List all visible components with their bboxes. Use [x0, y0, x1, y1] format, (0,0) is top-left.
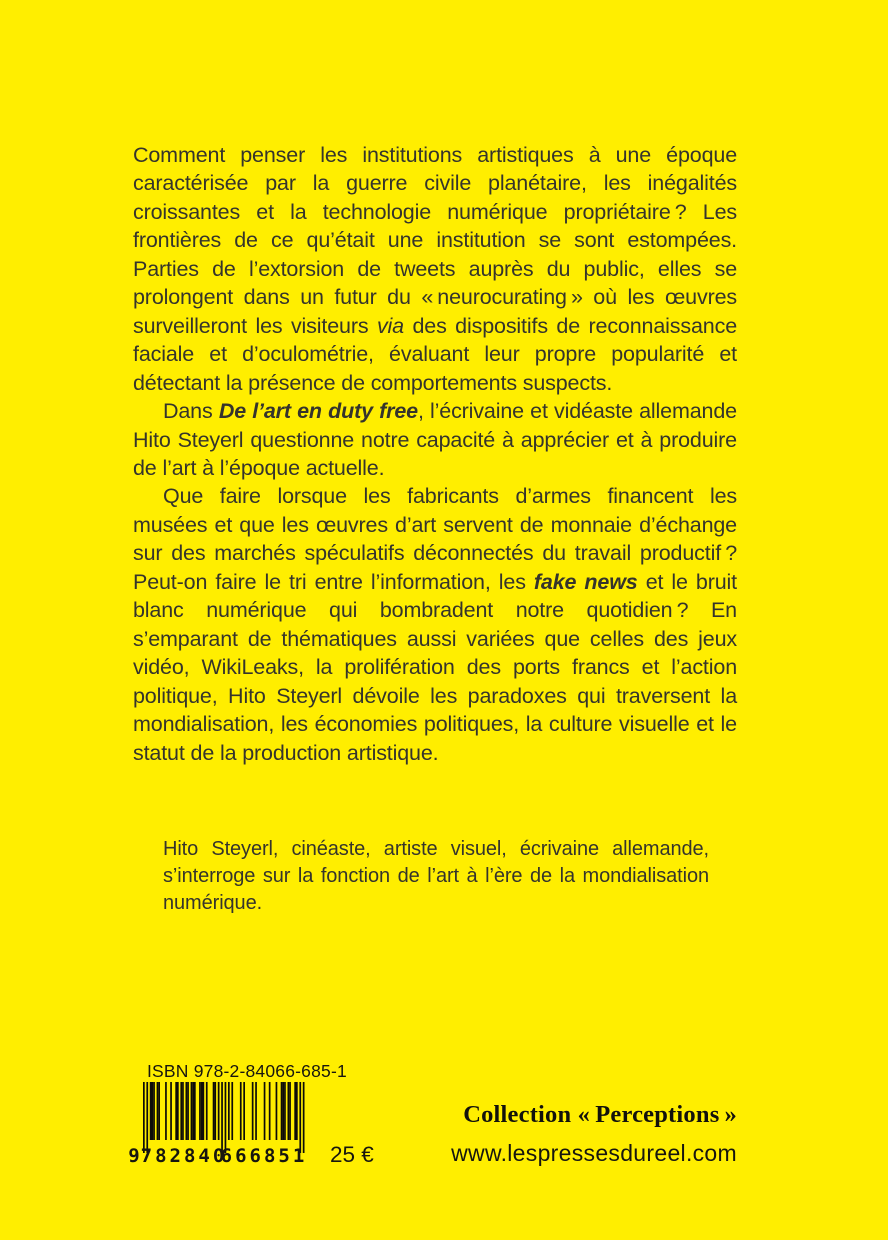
barcode-digit-lead: 9 [128, 1145, 140, 1167]
ean-barcode [124, 1082, 314, 1170]
barcode-digits-group1: 782840 [140, 1145, 228, 1167]
synopsis [133, 141, 737, 767]
price: 25 € [330, 1142, 374, 1167]
barcode-digits-group2: 666851 [220, 1145, 308, 1167]
emphasized-title: fake news [533, 569, 638, 594]
isbn-label: ISBN 978-2-84066-685-1 [147, 1061, 347, 1081]
synopsis-paragraph: Dans De l’art en duty free, l’écrivaine et vidéaste allemande Hito Steyerl questionne notre capacité à apprécier et à produire de l’art à l’époque actuelle. [133, 399, 737, 480]
publisher-website: www.lespressesdureel.com [451, 1140, 737, 1166]
synopsis-paragraph: Comment penser les institutions artistiques à une époque caractérisée par la guerre civile planétaire, les inégalités croissantes et la technologie numérique propriétaire ? Les frontières de ce qu’était une institution se sont estompées. Parties de l’extorsion de tweets auprès du public, elles se prolongent dans un futur du « neurocurating » où les œuvres surveilleront les visiteurs via des dispositifs de reconnaissance faciale et d’oculométrie, évaluant leur propre popularité et détectant la présence de comportements suspects. [133, 143, 737, 395]
italic-term: via [376, 313, 404, 338]
barcode-bars [143, 1082, 305, 1153]
emphasized-title: De l’art en duty free [218, 399, 418, 424]
author-bio: Hito Steyerl, cinéaste, artiste visuel, écrivaine allemande, s’interroge sur la fonction de l’art à l’ère de la mondialisation numérique. [163, 838, 709, 914]
collection-name: Collection « Perceptions » [463, 1101, 737, 1128]
synopsis-paragraph: Que faire lorsque les fabricants d’armes financent les musées et que les œuvres d’art servent de monnaie d’échange sur des marchés spéculatifs déconnectés du travail productif ? Peut-on faire le tri entre l’information, les fake news et le bruit blanc numérique qui bombradent notre quotidien ? En s’emparant de thématiques aussi variées que celles des jeux vidéo, WikiLeaks, la prolifération des ports francs et l’action politique, Hito Steyerl dévoile les paradoxes qui traversent la mondialisation, les économies politiques, la culture visuelle et le statut de la production artistique. [133, 484, 738, 765]
